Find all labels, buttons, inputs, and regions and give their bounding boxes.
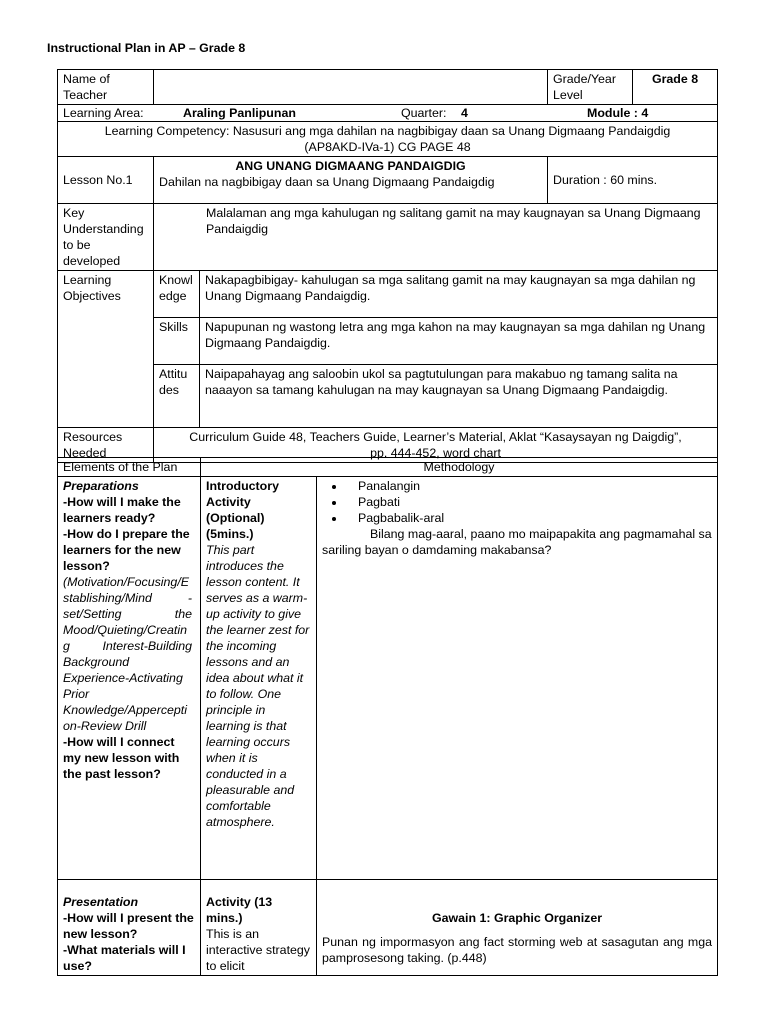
attitudes-text: Naipapahayag ang saloobin ukol sa pagtutulungan para makabuo ng tamang salita na naaayon sa tamang kahulugan na may kaugnayan sa Unang Digmaang Pandaigdig.: [200, 365, 718, 428]
learning-area-value: Araling Panlipunan: [183, 106, 296, 120]
competency-row: [58, 122, 718, 157]
activity-description: This is an interactive strategy to elicit: [206, 927, 310, 973]
info-line: [63, 105, 712, 121]
lesson-title: ANG UNANG DIGMAANG PANDAIGDIG: [235, 159, 466, 173]
key-understanding-row: [58, 204, 718, 271]
presentation-question-1: -How will I present the new lesson?: [63, 911, 194, 941]
motivation-question: Bilang mag-aaral, paano mo maipapakita ang pagmamahal sa sariling bayan o damdaming makabansa?: [322, 527, 712, 557]
quarter-label: Quarter:: [401, 106, 447, 120]
instructional-plan-table: [57, 69, 718, 463]
competency-line1: Learning Competency: Nasusuri ang mga dahilan na nagbibigay daan sa Unang Digmaang Pandaigdig: [104, 124, 671, 138]
quarter-value: 4: [461, 106, 468, 120]
preparations-question-2: -How do I prepare the learners for the new lesson?: [63, 527, 190, 573]
activity-title: Activity (13 mins.): [206, 895, 273, 925]
elements-header: Elements of the Plan: [58, 458, 201, 477]
introductory-activity-title: Introductory Activity (Optional) (5mins.): [206, 479, 279, 541]
opening-routine-list: [322, 478, 712, 526]
competency-line2: (AP8AKD-IVa-1) CG PAGE 48: [304, 140, 471, 154]
teacher-label: Name of Teacher: [58, 70, 154, 105]
introductory-activity-description: This part introduces the lesson content. It serves as a warm-up activity to give the learner zest for the incoming lessons and an idea about what it to follow. One principle in learning is that learning occurs when it is conducted in a pleasurable and comfortable atmosphere.: [206, 543, 310, 829]
grade-label: Grade/Year Level: [548, 70, 633, 105]
presentation-row: [58, 880, 718, 976]
gawain-title: Gawain 1: Graphic Organizer: [431, 911, 603, 925]
methodology-table: [57, 457, 718, 976]
presentation-question-2: -What materials will I use?: [63, 943, 186, 973]
preparations-row: [58, 477, 718, 880]
lesson-duration: Duration : 60 mins.: [548, 157, 718, 204]
info-row: [58, 105, 718, 122]
resources-label: Resources Needed: [58, 428, 154, 463]
lesson-subtitle: Dahilan na nagbibigay daan sa Unang Digmaang Pandaigdig: [159, 175, 495, 189]
preparations-question-3: -How will I connect my new lesson with the past lesson?: [63, 735, 180, 781]
attitudes-row: [58, 365, 718, 428]
teacher-row: [58, 70, 718, 105]
lesson-label: Lesson No.1: [58, 157, 154, 204]
list-item: • Pagbati: [346, 494, 712, 510]
module-label: Module : 4: [587, 106, 649, 120]
knowledge-label: Knowledge: [154, 271, 200, 318]
skills-label: Skills: [154, 318, 200, 365]
list-item: • Pagbabalik-aral: [346, 510, 712, 526]
preparations-title: Preparations: [63, 479, 139, 493]
document-title: Instructional Plan in AP – Grade 8: [47, 41, 246, 55]
preparations-note: (Motivation/Focusing/Establishing/Mind -set/Setting the Mood/Quieting/Creating Interest-Building Background Experience-Activating Prior Knowledge/Apperception-Review Drill: [63, 575, 192, 733]
plan-header-row: [58, 458, 718, 477]
gawain-text: Punan ng impormasyon ang fact storming web at sasagutan ang mga pamprosesong taking. (p.448): [322, 935, 713, 965]
knowledge-text: Nakapagbibigay- kahulugan sa mga salitang gamit na may kaugnayan sa mga dahilan ng Unang Digmaang Pandaigdig.: [200, 271, 718, 318]
skills-row: [58, 318, 718, 365]
key-understanding-text: Malalaman ang mga kahulugan ng salitang gamit na may kaugnayan sa Unang Digmaang Pandaigdig: [154, 204, 718, 271]
learning-area-label: Learning Area:: [63, 106, 144, 120]
objectives-label: Learning Objectives: [58, 271, 154, 428]
attitudes-label: Attitudes: [154, 365, 200, 428]
lesson-row: [58, 157, 718, 204]
skills-text: Napupunan ng wastong letra ang mga kahon na may kaugnayan sa mga dahilan ng Unang Digmaang Pandaigdig.: [200, 318, 718, 365]
preparations-question-1: -How will I make the learners ready?: [63, 495, 181, 525]
knowledge-row: [58, 271, 718, 318]
grade-value: Grade 8: [633, 70, 718, 105]
key-understanding-label: Key Understanding to be developed: [58, 204, 154, 271]
resources-line2: pp. 444-452, word chart: [370, 446, 501, 460]
methodology-header: Methodology: [201, 458, 718, 477]
presentation-title: Presentation: [63, 895, 139, 909]
resources-line1: Curriculum Guide 48, Teachers Guide, Learner’s Material, Aklat “Kasaysayan ng Daigdig”,: [189, 430, 682, 444]
teacher-value: [154, 70, 548, 105]
list-item: • Panalangin: [346, 478, 712, 494]
